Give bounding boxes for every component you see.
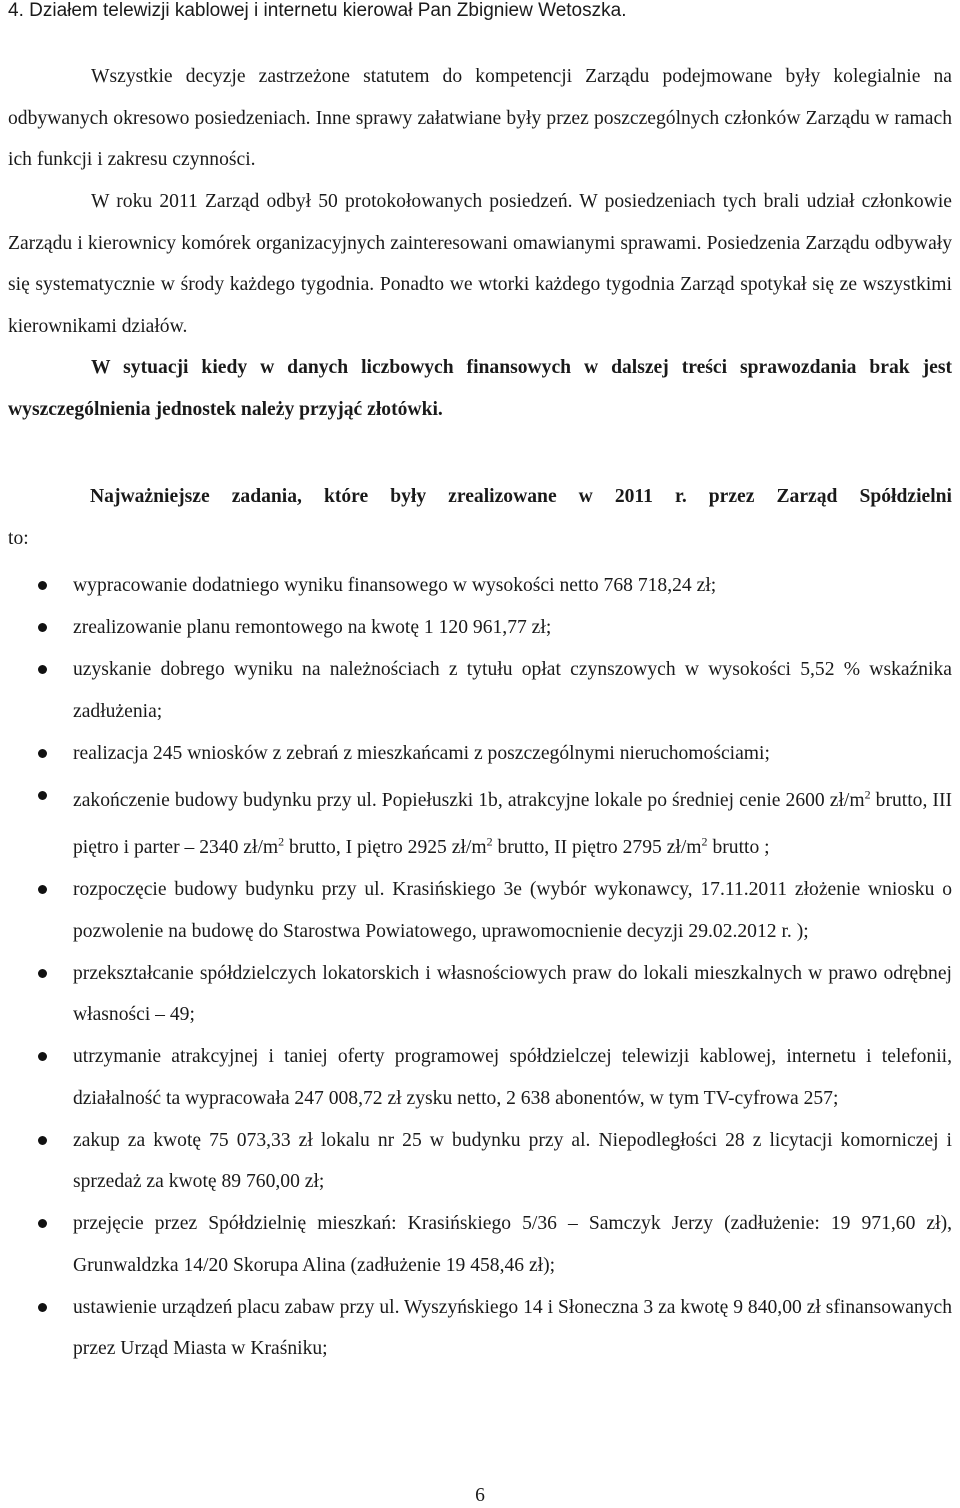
- item-4-line: 4. Działem telewizji kablowej i internetu kierował Pan Zbigniew Wetoszka.: [8, 0, 627, 21]
- list-item: [0, 1120, 960, 1203]
- task-text: ustawienie urządzeń placu zabaw przy ul. Wyszyńskiego 14 i Słoneczna 3 za kwotę 9 840,00 zł sfinansowanych przez Urząd Miasta w Kraśniku;: [73, 1296, 952, 1360]
- bullet-icon: [38, 1136, 47, 1145]
- bullet-icon: [38, 581, 47, 590]
- task-text: realizacja 245 wniosków z zebrań z mieszkańcami z poszczególnymi nieruchomościami;: [73, 742, 770, 764]
- task-text: przekształcanie spółdzielczych lokatorskich i własnościowych praw do lokali mieszkalnych w prawo odrębnej własności – 49;: [73, 962, 952, 1026]
- task-text: przejęcie przez Spółdzielnię mieszkań: Krasińskiego 5/36 – Samczyk Jerzy (zadłużenie: 19 971,60 zł), Grunwaldzka 14/20 Skorupa Alina (zadłużenie 19 458,46 zł);: [73, 1213, 952, 1276]
- paragraph-currency-note: W sytuacji kiedy w danych liczbowych finansowych w dalszej treści sprawozdania brak jest wyszczególnienia jednostek należy przyjąć złotówki.: [8, 357, 952, 420]
- section-heading-continuation: to:: [8, 528, 29, 549]
- bullet-icon: [38, 1219, 47, 1228]
- list-item: [0, 565, 960, 607]
- section-heading: Najważniejsze zadania, które były zrealizowane w 2011 r. przez Zarząd Spółdzielni: [90, 486, 952, 507]
- page-number: 6: [475, 1485, 485, 1506]
- list-item: [0, 775, 960, 869]
- list-item: [0, 649, 960, 732]
- bullet-icon: [38, 665, 47, 674]
- list-item: [0, 869, 960, 952]
- bullet-icon: [38, 885, 47, 894]
- paragraph-meetings: W roku 2011 Zarząd odbył 50 protokołowanych posiedzeń. W posiedzeniach tych brali udział członkowie Zarządu i kierownicy komórek organizacyjnych zainteresowani omawianymi sprawami. Posiedzenia Zarządu odbywały się systematycznie w środy każdego tygodnia. Ponadto we wtorki każdego tygodnia Zarząd spotykał się ze wszystkimi kierownikami działów.: [8, 191, 952, 337]
- list-item: [0, 607, 960, 649]
- task-text: zakup za kwotę 75 073,33 zł lokalu nr 25 w budynku przy al. Niepodległości 28 z licytacji komorniczej i sprzedaż za kwotę 89 760,00 zł;: [73, 1129, 952, 1193]
- task-text: wypracowanie dodatniego wyniku finansowego w wysokości netto 768 718,24 zł;: [73, 575, 717, 596]
- bullet-icon: [38, 749, 47, 758]
- bullet-icon: [38, 969, 47, 978]
- tasks-list: [0, 565, 960, 1370]
- list-item: [0, 733, 960, 775]
- task-text: zakończenie budowy budynku przy ul. Popiełuszki 1b, atrakcyjne lokale po średniej cenie 2600 $zł/m^2$ brutto, III piętro i parter – 2340 $zł/m^2$ brutto, I piętro 2925 $zł/m^2$ brutto, II piętro 2795 $zł/m^2$ brutto ;: [73, 787, 953, 859]
- bullet-icon: [38, 1052, 47, 1061]
- list-item: [0, 1036, 960, 1119]
- task-text: utrzymanie atrakcyjnej i taniej oferty programowej spółdzielczej telewizji kablowej, internetu i telefonii, działalność ta wypracowała 247 008,72 zł zysku netto, 2 638 abonentów, w tym TV-cyfrowa 257;: [73, 1046, 952, 1109]
- list-item: [0, 1203, 960, 1286]
- bullet-icon: [38, 1303, 47, 1312]
- task-text: zrealizowanie planu remontowego na kwotę 1 120 961,77 zł;: [73, 617, 552, 638]
- task-text: uzyskanie dobrego wyniku na należnościach z tytułu opłat czynszowych w wysokości 5,52 % wskaźnika zadłużenia;: [73, 659, 952, 722]
- paragraph-decisions: Wszystkie decyzje zastrzeżone statutem do kompetencji Zarządu podejmowane były kolegialnie na odbywanych okresowo posiedzeniach. Inne sprawy załatwiane były przez poszczególnych członków Zarządu w ramach ich funkcji i zakresu czynności.: [8, 66, 952, 170]
- list-item: [0, 953, 960, 1036]
- bullet-icon: [38, 623, 47, 632]
- bullet-icon: [38, 791, 47, 800]
- list-item: [0, 1287, 960, 1370]
- task-text: rozpoczęcie budowy budynku przy ul. Krasińskiego 3e (wybór wykonawcy, 17.11.2011 złożenie wniosku o pozwolenie na budowę do Starostwa Powiatowego, uprawomocnienie decyzji 29.02.2012 r. );: [73, 879, 952, 942]
